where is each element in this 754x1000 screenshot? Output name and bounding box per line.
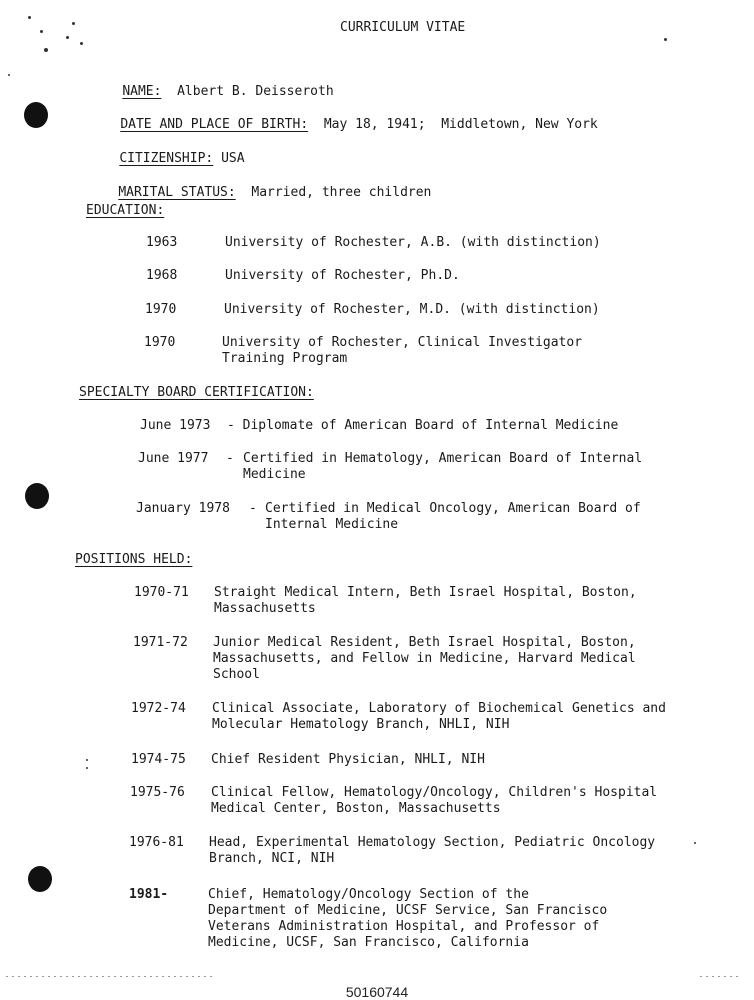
name-label: NAME: — [122, 84, 162, 99]
punch-hole-top — [24, 102, 48, 128]
education-text: University of Rochester, A.B. (with distinction) — [225, 235, 601, 250]
position-years: 1972-74 — [131, 701, 186, 716]
position-text: Junior Medical Resident, Beth Israel Hospital, Boston, Massachusetts, and Fellow in Medicine, Harvard Medical School — [213, 635, 636, 682]
education-year: 1968 — [146, 268, 178, 283]
punch-hole-bottom — [28, 866, 52, 892]
education-text: University of Rochester, M.D. (with distinction) — [224, 302, 600, 317]
position-years: 1971-72 — [133, 635, 188, 650]
board-text-value: Diplomate of American Board of Internal Medicine — [242, 418, 619, 433]
speck — [44, 48, 48, 52]
speck — [72, 22, 75, 25]
position-text: Clinical Fellow, Hematology/Oncology, Children's Hospital Medical Center, Boston, Massachusetts — [211, 785, 658, 816]
board-date: June 1977 — [138, 451, 209, 466]
board-date: January 1978 — [136, 501, 230, 516]
scan-noise — [700, 976, 740, 977]
speck — [80, 42, 83, 45]
speck — [66, 36, 69, 39]
speck — [694, 842, 696, 844]
position-years: 1981- — [129, 887, 169, 902]
name-value: Albert B. Deisseroth — [177, 84, 334, 99]
education-heading: EDUCATION: — [86, 203, 165, 218]
document-title: CURRICULUM VITAE — [340, 20, 466, 35]
speck — [40, 30, 43, 33]
board-dash: - — [249, 501, 257, 516]
birth-value: May 18, 1941; Middletown, New York — [323, 117, 598, 132]
board-text: Certified in Hematology, American Board of Internal Medicine — [243, 451, 643, 482]
citizenship-value: USA — [221, 151, 245, 166]
education-year: 1963 — [146, 235, 178, 250]
position-years: 1975-76 — [130, 785, 185, 800]
board-text: - Diplomate of American Board of Internal Medicine — [227, 418, 619, 433]
education-text: University of Rochester, Ph.D. — [225, 268, 460, 283]
marital-value: Married, three children — [251, 185, 432, 200]
speck — [8, 74, 10, 76]
position-years: 1976-81 — [129, 835, 184, 850]
citizenship-label: CITIZENSHIP: — [119, 151, 214, 166]
speck — [28, 16, 31, 19]
document-id: 50160744 — [345, 984, 409, 1000]
positions-heading: POSITIONS HELD: — [75, 552, 193, 567]
board-text: Certified in Medical Oncology, American Board of Internal Medicine — [265, 501, 641, 532]
birth-label: DATE AND PLACE OF BIRTH: — [120, 117, 309, 132]
scan-noise — [6, 976, 216, 977]
board-date: June 1973 — [140, 418, 211, 433]
speck — [664, 38, 667, 41]
position-years: 1974-75 — [131, 752, 186, 767]
position-text: Head, Experimental Hematology Section, Pediatric Oncology Branch, NCI, NIH — [209, 835, 656, 866]
education-year: 1970 — [144, 335, 176, 350]
education-year: 1970 — [145, 302, 177, 317]
position-years: 1970-71 — [134, 585, 189, 600]
speck — [86, 759, 88, 761]
board-dash: - — [226, 451, 234, 466]
board-heading: SPECIALTY BOARD CERTIFICATION: — [79, 385, 314, 400]
speck — [86, 767, 88, 769]
marital-label: MARITAL STATUS: — [118, 185, 236, 200]
position-text: Straight Medical Intern, Beth Israel Hospital, Boston, Massachusetts — [214, 585, 637, 616]
education-text: University of Rochester, Clinical Investigator Training Program — [222, 335, 583, 366]
punch-hole-middle — [25, 483, 49, 509]
position-text: Chief, Hematology/Oncology Section of the Department of Medicine, UCSF Service, San Francisco Veterans Administration Hospital, and Professor of Medicine, UCSF, San Francisco, California — [208, 887, 608, 950]
position-text: Chief Resident Physician, NHLI, NIH — [211, 752, 485, 767]
position-text: Clinical Associate, Laboratory of Biochemical Genetics and Molecular Hematology Branch, NHLI, NIH — [212, 701, 666, 732]
